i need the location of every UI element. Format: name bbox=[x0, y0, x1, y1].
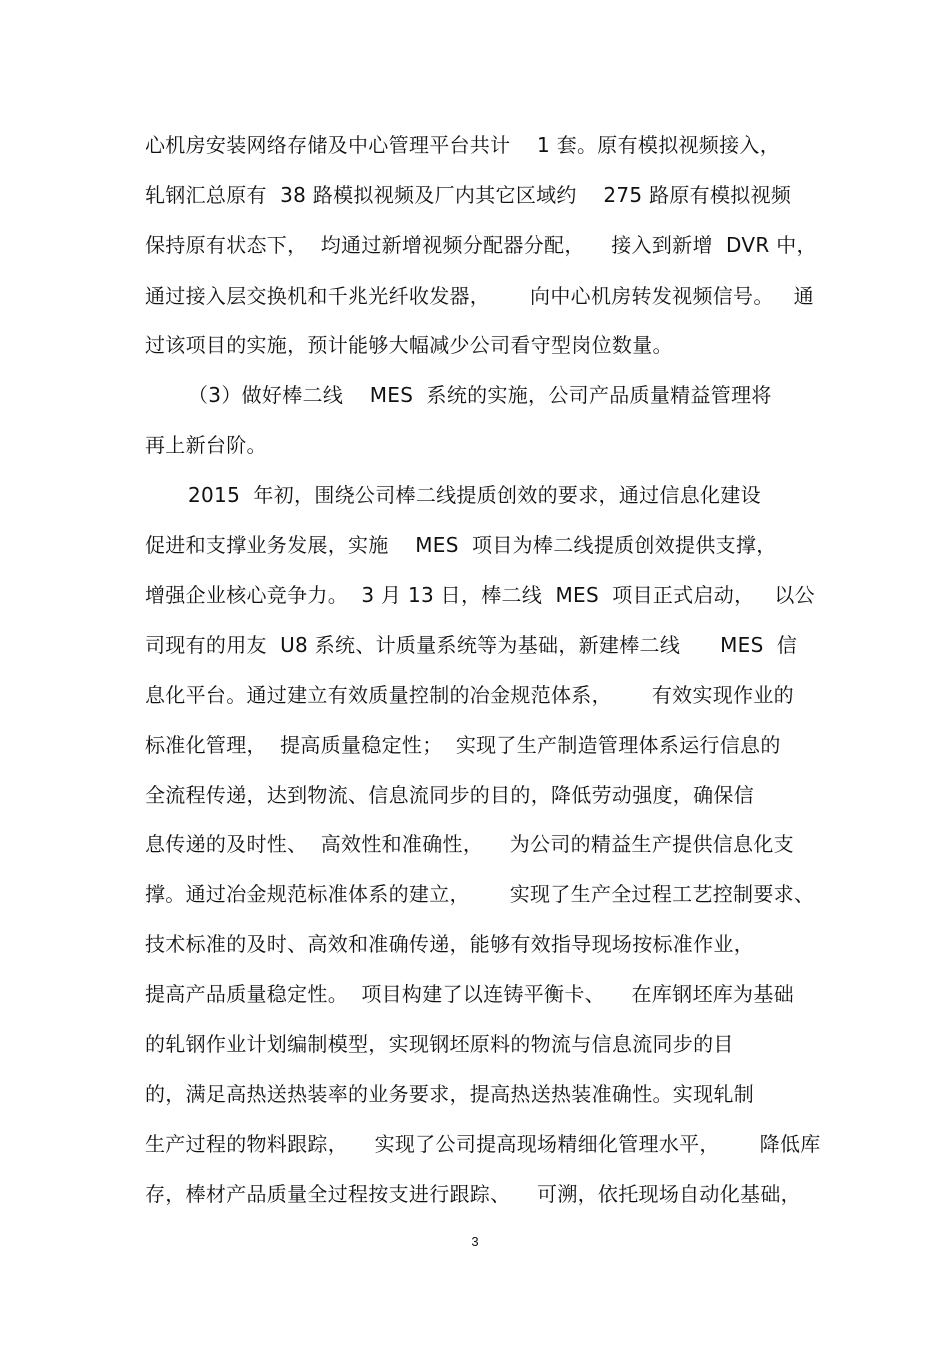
text-line: 轧钢汇总原有 38 路模拟视频及厂内其它区域约 275 路原有模拟视频 bbox=[145, 183, 792, 207]
text-line: 保持原有状态下， 均通过新增视频分配器分配， 接入到新增 DVR 中， bbox=[145, 233, 817, 257]
text-line: 心机房安装网络存储及中心管理平台共计 1 套。原有模拟视频接入， bbox=[145, 133, 781, 157]
text-line: 全流程传递，达到物流、信息流同步的目的，降低劳动强度，确保信 bbox=[145, 783, 754, 807]
text-line: 的轧钢作业计划编制模型，实现钢坯原料的物流与信息流同步的目 bbox=[145, 1032, 734, 1056]
text-line: 息传递的及时性、 高效性和准确性， 为公司的精益生产提供信息化支 bbox=[145, 832, 794, 856]
text-line: 撑。通过冶金规范标准体系的建立， 实现了生产全过程工艺控制要求、 bbox=[145, 882, 815, 906]
text-line: 技术标准的及时、高效和准确传递，能够有效指导现场按标准作业， bbox=[145, 932, 754, 956]
text-line: 提高产品质量稳定性。 项目构建了以连铸平衡卡、 在库钢坯库为基础 bbox=[145, 982, 794, 1006]
text-line: 过该项目的实施，预计能够大幅减少公司看守型岗位数量。 bbox=[145, 333, 673, 357]
paragraph-start: 2015 年初，围绕公司棒二线提质创效的要求，通过信息化建设 bbox=[188, 483, 761, 507]
text-line: 息化平台。通过建立有效质量控制的冶金规范体系， 有效实现作业的 bbox=[145, 683, 794, 707]
page-number: 3 bbox=[471, 1234, 479, 1249]
text-line: 的，满足高热送热装率的业务要求，提高热送热装准确性。实现轧制 bbox=[145, 1082, 754, 1106]
text-line: 再上新台阶。 bbox=[145, 433, 267, 457]
text-line: 通过接入层交换机和千兆光纤收发器， 向中心机房转发视频信号。 通 bbox=[145, 284, 814, 308]
section-heading: （3）做好棒二线 MES 系统的实施，公司产品质量精益管理将 bbox=[188, 383, 772, 407]
text-line: 存，棒材产品质量全过程按支进行跟踪、 可溯，依托现场自动化基础， bbox=[145, 1182, 801, 1206]
text-line: 标准化管理， 提高质量稳定性； 实现了生产制造管理体系运行信息的 bbox=[145, 733, 781, 757]
text-line: 司现有的用友 U8 系统、计质量系统等为基础，新建棒二线 MES 信 bbox=[145, 633, 798, 657]
text-line: 促进和支撑业务发展，实施 MES 项目为棒二线提质创效提供支撑， bbox=[145, 533, 777, 557]
text-line: 增强企业核心竞争力。 3 月 13 日，棒二线 MES 项目正式启动， 以公 bbox=[145, 583, 815, 607]
text-line: 生产过程的物料跟踪， 实现了公司提高现场精细化管理水平， 降低库 bbox=[145, 1132, 821, 1156]
